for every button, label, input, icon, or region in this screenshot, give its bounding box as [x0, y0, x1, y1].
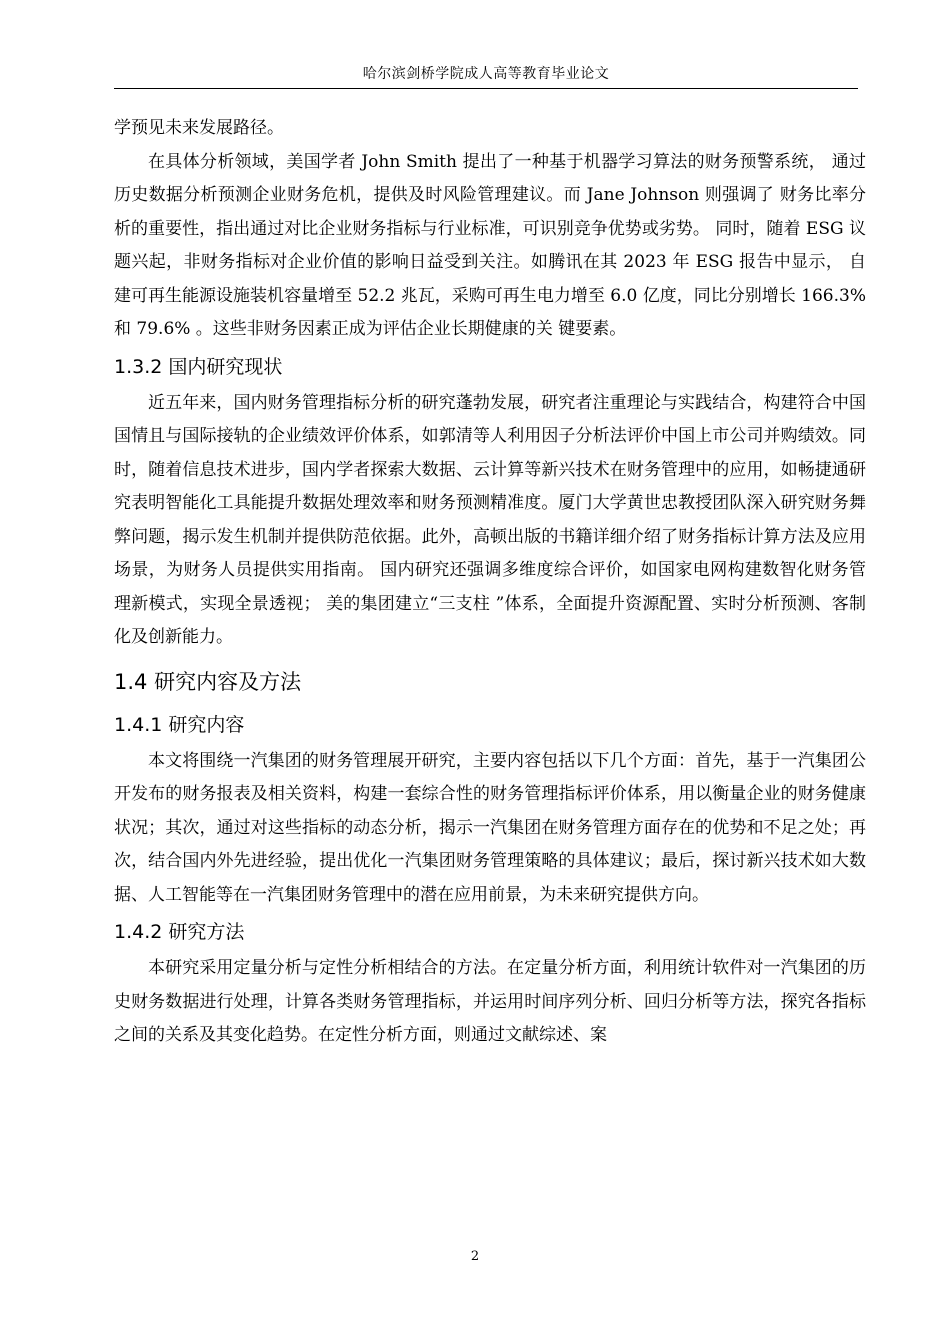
- section-heading-1-3-2: 1.3.2 国内研究现状: [114, 355, 283, 378]
- section-heading-1-4: 1.4 研究内容及方法: [114, 669, 302, 694]
- section-heading-1-4-2: 1.4.2 研究方法: [114, 921, 245, 943]
- international-research-paragraph: 在具体分析领域，美国学者 John Smith 提出了一种基于机器学习算法的财务预警系统， 通过历史数据分析预测企业财务危机，提供及时风险管理建议。而 Jane Johnson 则强调了 财务比率分析的重要性，指出通过对比企业财务指标与行业标准，可识别竞争优势或劣势。 同时，随着 ESG 议题兴起，非财务指标对企业价值的影响日益受到关注。如腾讯在其 2023 年 ESG 报告中显示， 自建可再生能源设施装机容量增至 52.2 兆瓦，采购可再生电力增至 6.0 亿度，同比分别增长 166.3%和 79.6% 。这些非财务因素正成为评估企业长期健康的关 键要素。: [114, 151, 866, 339]
- continued-paragraph: 学预见未来发展路径。: [114, 118, 284, 138]
- page-number: 2: [470, 1249, 480, 1264]
- paper-body: [114, 112, 866, 1053]
- domestic-research-paragraph: 近五年来，国内财务管理指标分析的研究蓬勃发展，研究者注重理论与实践结合，构建符合中国国情且与国际接轨的企业绩效评价体系，如郭清等人利用因子分析法评价中国上市公司并购绩效。同时，随着信息技术进步，国内学者探索大数据、云计算等新兴技术在财务管理中的应用，如畅捷通研究表明智能化工具能提升数据处理效率和财务预测精准度。厦门大学黄世忠教授团队深入研究财务舞弊问题，揭示发生机制并提供防范依据。此外，高顿出版的书籍详细介绍了财务指标计算方法及应用场景，为财务人员提供实用指南。 国内研究还强调多维度综合评价，如国家电网构建数智化财务管理新模式，实现全景透视； 美的集团建立“三支柱 ”体系，全面提升资源配置、实时分析预测、客制化及创新能力。: [114, 392, 867, 647]
- page-header: 哈尔滨剑桥学院成人高等教育毕业论文: [114, 64, 858, 89]
- research-method-paragraph: 本研究采用定量分析与定性分析相结合的方法。在定量分析方面，利用统计软件对一汽集团的历史财务数据进行处理，计算各类财务管理指标，并运用时间序列分析、回归分析等方法，探究各指标之间的关系及其变化趋势。在定性分析方面，则通过文献综述、案: [114, 958, 866, 1045]
- section-heading-1-4-1: 1.4.1 研究内容: [114, 713, 245, 736]
- research-content-paragraph: 本文将围绕一汽集团的财务管理展开研究，主要内容包括以下几个方面：首先，基于一汽集团公开发布的财务报表及相关资料，构建一套综合性的财务管理指标评价体系，用以衡量企业的财务健康状况；其次，通过对这些指标的动态分析，揭示一汽集团在财务管理方面存在的优势和不足之处；再次，结合国内外先进经验，提出优化一汽集团财务管理策略的具体建议；最后，探讨新兴技术如大数据、人工智能等在一汽集团财务管理中的潜在应用前景，为未来研究提供方向。: [114, 750, 866, 905]
